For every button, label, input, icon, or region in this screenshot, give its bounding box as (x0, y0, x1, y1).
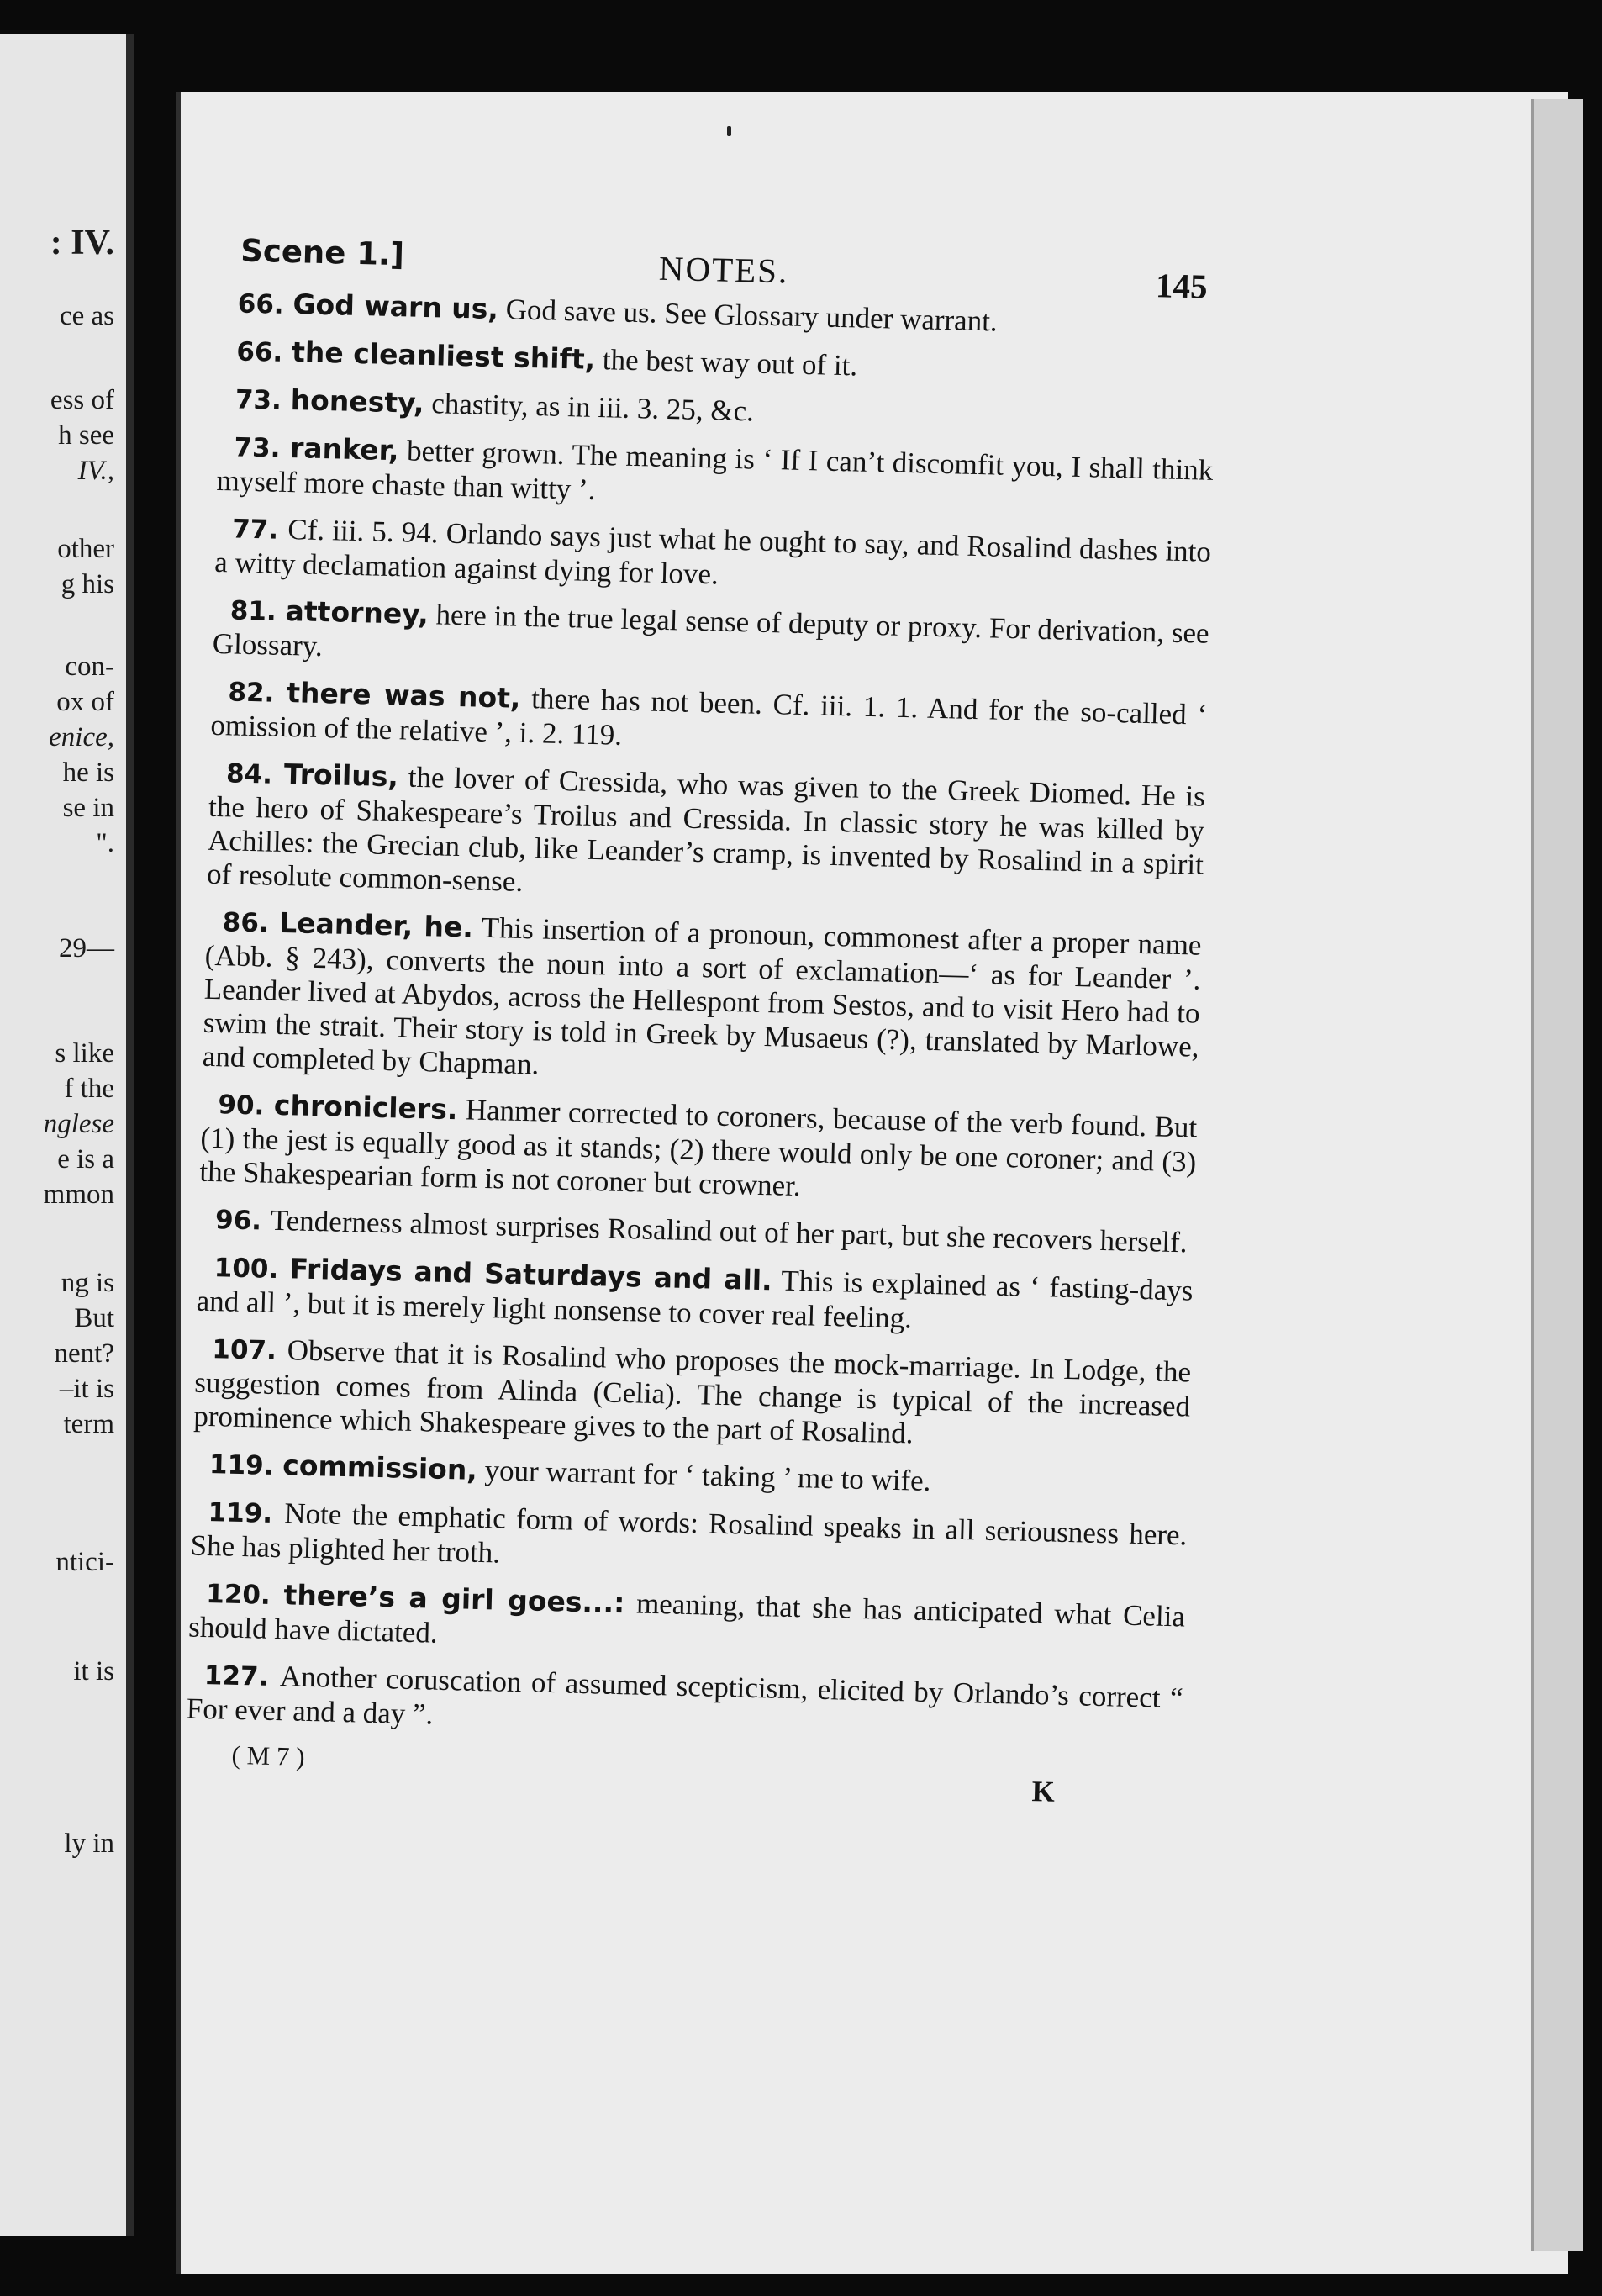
note-entry (207, 756, 1206, 916)
note-line-number: 84. (225, 758, 285, 790)
note-lemma: Troilus, (283, 757, 399, 794)
note-entry (214, 511, 1212, 604)
facing-page-line: IV., (77, 456, 114, 486)
page-edge (1531, 99, 1583, 2251)
note-line-number: 90. (218, 1090, 275, 1122)
facing-page-line: –it is (59, 1374, 114, 1404)
note-line-number: 119. (208, 1497, 285, 1530)
scene-label: Scene 1.] (240, 232, 405, 273)
note-lemma: chroniclers. (273, 1088, 458, 1127)
page-number: 145 (1155, 266, 1209, 306)
facing-page-line: other (57, 534, 114, 564)
note-text: Observe that it is Rosalind who proposes the mock-marriage. In Lodge, the suggestion comes from Alinda (Celia). The change is typical of the increased prominence which Shakespeare gives to the part of Rosalind. (192, 1333, 1192, 1450)
note-entry (188, 1576, 1186, 1669)
note-line-number: 119. (208, 1449, 283, 1482)
note-line-number: 77. (231, 514, 288, 546)
note-line-number: 100. (213, 1253, 291, 1285)
signature-mark: ( M 7 ) (231, 1739, 305, 1771)
note-entry (198, 1202, 1195, 1261)
note-line-number: 82. (228, 677, 287, 710)
facing-page-line: f the (64, 1074, 114, 1104)
facing-page-line: ng is (61, 1268, 114, 1298)
facing-page-line: ce as (59, 301, 114, 331)
facing-page-line: enice, (49, 722, 114, 752)
note-lemma: attorney, (285, 594, 429, 631)
print-speck (727, 126, 731, 136)
note-entry (219, 382, 1215, 441)
note-lemma: there’s a girl goes...: (283, 1578, 625, 1620)
facing-page-line: he is (62, 757, 114, 788)
note-text: the best way out of it. (594, 342, 858, 383)
page-content (185, 227, 1219, 1813)
note-text: Tenderness almost surprises Rosalind out of her part, but she recovers herself. (270, 1203, 1188, 1259)
note-lemma: commission, (282, 1449, 478, 1486)
note-text: the lover of Cressida, who was given to the Greek Diomed. He is the hero of Shakespeare’s Troilus and Cressida. In classic story he was killed by Achilles: the Grecian club, like Leander’s cramp, is invented by Rosalind in a spirit of resolute common-sense. (206, 760, 1206, 898)
facing-page-line: it is (73, 1656, 114, 1686)
note-text: This insertion of a pronoun, commonest after a proper name (Abb. § 243), converts the noun into a sort of exclamation—‘ as for Leander ’. Leander lived at Abydos, across the Hellespont from Sestos, and to visit Hero had to swim the strait. Their story is told in Greek by Musaeus (?), translated by Marlowe, and completed by Chapman. (202, 910, 1202, 1081)
note-line-number: 81. (229, 595, 287, 627)
note-text: Note the emphatic form of words: Rosalind speaks in all seriousness here. She has plighted her troth. (190, 1496, 1188, 1570)
note-text: chastity, as in iii. 3. 25, &c. (424, 386, 755, 428)
note-text: there has not been. Cf. iii. 1. 1. And for the so-called ‘ omission of the relative ’, i. 2. 119. (210, 681, 1208, 752)
facing-page-line: nent? (54, 1338, 114, 1369)
note-entry (186, 1657, 1183, 1750)
facing-page-line: 29— (59, 933, 114, 963)
facing-page-line: ". (96, 828, 114, 858)
note-line-number: 120. (205, 1579, 284, 1612)
note-entry (190, 1495, 1188, 1587)
note-entry (210, 674, 1208, 767)
page-title: NOTES. (658, 248, 789, 291)
note-entry (193, 1332, 1192, 1458)
facing-page-line: e is a (57, 1144, 114, 1174)
note-text: God save us. See Glossary under warrant. (498, 293, 999, 338)
facing-page-fragment (0, 34, 134, 2236)
note-line-number: 96. (214, 1205, 271, 1237)
note-entry (199, 1087, 1198, 1213)
facing-page-line: ly in (64, 1829, 114, 1859)
signature-letter: K (1031, 1775, 1056, 1808)
facing-page-line: ox of (56, 687, 114, 717)
note-text: meaning, that she has anticipated what Celia should have dictated. (187, 1586, 1186, 1649)
note-entry (212, 593, 1209, 685)
facing-page-line: s like (55, 1038, 114, 1069)
note-text: This is explained as ‘ fasting-days and all ’, but it is merely light nonsense to cover real feeling. (196, 1264, 1194, 1335)
note-lemma: Fridays and Saturdays and all. (289, 1252, 773, 1297)
note-entry (196, 1250, 1194, 1343)
notes-list (186, 286, 1216, 1750)
facing-page-line: se in (62, 793, 114, 823)
note-lemma: there was not, (286, 676, 521, 715)
note-entry (216, 430, 1214, 522)
facing-page-line: ntici- (55, 1547, 114, 1577)
note-line-number: 107. (211, 1334, 288, 1367)
facing-page-line: mmon (43, 1180, 114, 1210)
note-entry (219, 334, 1216, 393)
note-line-number: 86. (222, 907, 280, 939)
note-line-number: 127. (203, 1660, 281, 1693)
note-text: Cf. iii. 5. 94. Orlando says just what he ought to say, and Rosalind dashes into a witty declamation against dying for love. (213, 513, 1212, 591)
note-lemma: ranker, (289, 431, 400, 467)
note-text: here in the true legal sense of deputy or proxy. For derivation, see Glossary. (212, 598, 1210, 663)
note-lemma: the cleanliest shift, (291, 335, 596, 376)
facing-page-line: nglese (43, 1109, 114, 1139)
note-line-number: 73. (234, 432, 291, 465)
note-entry (192, 1447, 1189, 1506)
note-line-number: 66. (235, 336, 292, 369)
note-entry (202, 905, 1202, 1098)
note-text: your warrant for ‘ taking ’ me to wife. (477, 1453, 931, 1498)
facing-page-line: h see (58, 420, 114, 451)
note-text: better grown. The meaning is ‘ If I can’t discomfit you, I shall think myself more chaste than witty ’. (216, 434, 1214, 506)
facing-page-line: But (74, 1303, 114, 1333)
note-lemma: Leander, he. (278, 905, 474, 944)
note-line-number: 73. (235, 384, 292, 417)
note-text: Another coruscation of assumed scepticism, elicited by Orlando’s correct “ For ever and a day ”. (186, 1660, 1184, 1731)
facing-page-line: con- (65, 652, 114, 682)
note-lemma: honesty, (290, 383, 425, 420)
facing-page-heading: : IV. (50, 224, 114, 262)
facing-page-line: ess of (50, 385, 114, 415)
note-text: Hanmer corrected to coroners, because of the verb found. But (1) the jest is equally good as it stands; (2) there would only be one coroner; and (3) the Shakespearian form is not coroner but crowner. (199, 1093, 1198, 1203)
note-lemma: God warn us, (292, 288, 499, 326)
facing-page-line: term (63, 1409, 114, 1439)
facing-page-line: g his (61, 569, 114, 599)
note-line-number: 66. (237, 288, 293, 321)
